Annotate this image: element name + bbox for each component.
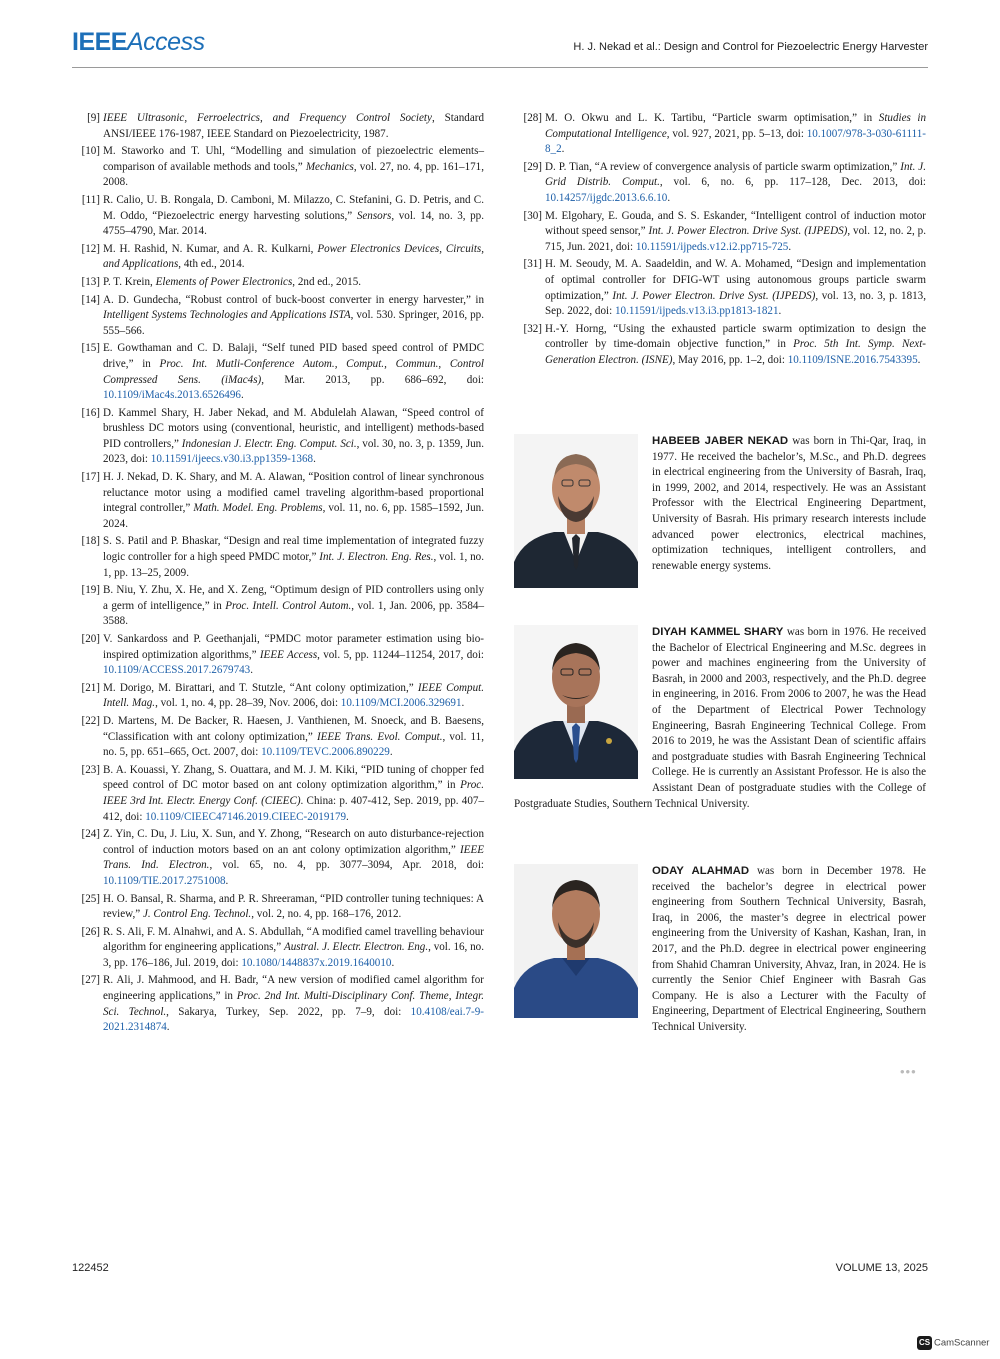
reference-entry xyxy=(72,144,484,191)
reference-entry xyxy=(72,763,484,825)
reference-text: A. D. Gundecha, “Robust control of buck-boost converter in energy harvester,” in xyxy=(103,293,484,306)
reference-venue: Intelligent Systems Technologies and Applications ISTA xyxy=(103,309,351,322)
reference-number: [12] xyxy=(81,242,100,255)
reference-text: H. O. Bansal, R. Sharma, and P. R. Shreeraman, “PID controller tuning techniques: A review,” xyxy=(103,892,484,921)
doi-link[interactable]: 10.1109/iMac4s.2013.6526496 xyxy=(103,389,241,402)
camscanner-watermark xyxy=(917,1336,989,1350)
author-photo-habeeb xyxy=(514,434,638,588)
reference-venue: Proc. IEEE 3rd Int. Electr. Energy Conf. (CIEEC) xyxy=(103,779,484,807)
reference-entry xyxy=(72,583,484,630)
reference-venue: Proc. Intell. Control Autom. xyxy=(225,599,352,612)
reference-number: [20] xyxy=(81,633,100,645)
reference-number: [22] xyxy=(81,714,100,727)
reference-text: . xyxy=(346,810,349,823)
reference-entry xyxy=(72,632,484,679)
reference-text: , 4th ed., 2014. xyxy=(178,258,245,271)
reference-entry xyxy=(72,293,484,340)
reference-text: E. Gowthaman and C. D. Balaji, “Self tuned PID based speed control of PMDC drive,” in xyxy=(103,342,484,370)
reference-number: [9] xyxy=(87,112,100,124)
doi-link[interactable]: 10.1080/1448837x.2019.1640010 xyxy=(241,956,392,969)
doi-link[interactable]: 10.1109/MCI.2006.329691 xyxy=(340,697,462,710)
reference-venue: Int. J. Electron. Eng. Res. xyxy=(319,551,434,564)
reference-text: D. P. Tian, “A review of convergence analysis of particle swarm optimization,” xyxy=(545,160,901,173)
reference-text: , vol. 13, no. 3, p. 1813, Sep. 2022, doi: xyxy=(545,289,926,318)
reference-number: [30] xyxy=(523,209,542,222)
author-bio-diyah: DIYAH KAMMEL SHARY was born in 1976. He received the Bachelor of Electrical Engineering and M.Sc. degrees in power and machines engineering from the University of Basrah, in 2000 and 2003, respectively, and the Ph.D. degree in engineering, in 2016. From 2006 to 2007, he was the Head of the Department of Electrical Power Technology Engineering, Basrah Engineering Technical College. From 2016 to 2019, he was the Assistant Dean of scientific affairs and postgraduate studies with Basrah Engineering Technical College. He is currently an Assistant Professor. He is also the Assistant Dean of postgraduate studies with the College of Postgraduate Studies, Southern Technical University. xyxy=(514,626,926,810)
reference-venue: IEEE Trans. Evol. Comput. xyxy=(316,730,443,743)
reference-text: . xyxy=(461,697,465,710)
reference-text: . xyxy=(225,874,229,887)
header-rule xyxy=(72,67,928,68)
running-title: H. J. Nekad et al.: Design and Control for Piezoelectric Energy Harvester xyxy=(573,41,928,53)
reference-text: . xyxy=(240,389,244,402)
reference-text: . xyxy=(391,956,395,969)
reference-entry xyxy=(72,470,484,532)
reference-number: [21] xyxy=(81,681,100,694)
reference-number: [32] xyxy=(523,322,542,335)
reference-venue: IEEE Comput. Intell. Mag. xyxy=(103,681,484,710)
reference-text: , May 2016, pp. 1–2, doi: xyxy=(672,353,788,366)
doi-link[interactable]: 10.14257/ijgdc.2013.6.6.10 xyxy=(545,191,668,204)
ieee-access-logo: IEEEAccess xyxy=(72,28,205,56)
reference-text: , vol. 11, no. 6, pp. 1585–1592, Jun. 2024. xyxy=(103,502,484,530)
reference-text: , Sakarya, Turkey, Sep. 2022, pp. 7–9, doi: xyxy=(166,1005,411,1018)
reference-venue: Austral. J. Electr. Electron. Eng. xyxy=(283,941,429,954)
reference-number: [18] xyxy=(81,535,100,548)
author-bio-habeeb: HABEEB JABER NEKAD was born in Thi-Qar, Iraq, in 1977. He received the bachelor’s, M.Sc., and Ph.D. degrees in electrical engineering from the University of Basrah, Iraq, in 1999, 2002, and 2014, respectively. He was an Assistant Professor with the Electrical Engineering Department, University of Basrah. His primary research interests include advanced power electronics, electrical machines, optimization techniques, intelligent controllers, and renewable energy systems. xyxy=(514,434,926,592)
reference-text: . xyxy=(166,1021,170,1034)
reference-entry xyxy=(72,242,484,273)
reference-entry xyxy=(72,534,484,581)
reference-entry xyxy=(514,322,926,369)
reference-number: [29] xyxy=(523,160,542,173)
reference-venue: Proc. 5th Int. Symp. Next-Generation Electron. (ISNE) xyxy=(545,338,926,366)
reference-venue: Indonesian J. Electr. Eng. Comput. Sci. xyxy=(181,437,357,450)
reference-entry xyxy=(72,406,484,468)
reference-number: [14] xyxy=(81,293,100,306)
reference-venue: IEEE Access xyxy=(259,648,318,661)
reference-text: , vol. 16, no. 3, pp. 176–186, Jul. 2019, doi: xyxy=(103,941,484,969)
doi-link[interactable]: 10.1109/ISNE.2016.7543395 xyxy=(787,353,918,366)
reference-venue: Mechanics xyxy=(305,160,354,173)
reference-text: R. Ali, J. Mahmood, and H. Badr, “A new version of modified camel algorithm for engineering applications,” in xyxy=(103,974,484,1003)
reference-text: , Mar. 2013, pp. 686–692, doi: xyxy=(261,373,484,386)
camscanner-icon: CS xyxy=(917,1336,932,1350)
references-left-column xyxy=(72,111,484,1036)
reference-entry xyxy=(514,209,926,256)
reference-entry xyxy=(72,193,484,240)
reference-text: . xyxy=(313,453,316,466)
volume-label: VOLUME 13, 2025 xyxy=(835,1262,928,1274)
doi-link[interactable]: 10.1109/TEVC.2006.890229 xyxy=(261,746,390,759)
reference-number: [19] xyxy=(81,584,100,597)
reference-venue: Power Electronics Devices, Circuits, and Applications xyxy=(103,242,485,271)
reference-entry xyxy=(72,892,484,923)
reference-venue: Int. J. Power Electron. Drive Syst. (IJPEDS) xyxy=(612,289,816,302)
reference-text: , vol. 5, pp. 11244–11254, 2017, doi: xyxy=(317,648,484,661)
reference-text: V. Sankardoss and P. Geethanjali, “PMDC motor parameter estimation using bio-inspired optimization algorithms,” xyxy=(103,633,484,661)
references-right-column xyxy=(514,111,926,369)
reference-text: , vol. 2, no. 4, pp. 168–176, 2012. xyxy=(251,908,402,921)
reference-venue: Int. J. Grid Distrib. Comput. xyxy=(545,160,926,189)
reference-venue: J. Control Eng. Technol. xyxy=(142,908,252,921)
reference-text: , vol. 11, no. 5, pp. 651–665, Oct. 2007, doi: xyxy=(103,730,484,759)
reference-entry xyxy=(72,341,484,403)
reference-entry xyxy=(72,714,484,761)
reference-text: M. Elgohary, E. Gouda, and S. S. Eskander, “Intelligent control of induction motor without speed sensor,” xyxy=(545,209,926,238)
reference-venue: Proc. Int. Mutli-Conference Autom., Comput., Commun., Control Compressed Sens. (iMac4s) xyxy=(103,357,484,386)
doi-link[interactable]: 10.1007/978-3-030-61111-8_2 xyxy=(545,127,926,156)
reference-entry xyxy=(72,681,484,712)
doi-link[interactable]: 10.4108/eai.7-9-2021.2314874 xyxy=(103,1005,484,1034)
reference-text: . xyxy=(778,305,782,318)
reference-text: H. J. Nekad, D. K. Shary, and M. A. Alawan, “Position control of linear synchronous reluctance motor using a modified camel traveling algorithm-based proportional integral controller,” xyxy=(103,471,484,515)
reference-number: [16] xyxy=(81,406,100,419)
reference-text: D. Kammel Shary, H. Jaber Nekad, and M. Abdulelah Alawan, “Speed control of brushless DC motors using (conventional, heuristic, and intelligent) methods-based PID controllers,” xyxy=(103,406,484,450)
reference-text: M. H. Rashid, N. Kumar, and A. R. Kulkarni, xyxy=(103,242,318,255)
reference-text: B. Niu, Y. Zhu, X. He, and X. Zeng, “Optimum design of PID controllers using only a germ of intelligence,” in xyxy=(103,584,484,612)
reference-venue: IEEE Trans. Ind. Electron. xyxy=(103,843,484,872)
reference-number: [25] xyxy=(81,892,100,905)
reference-text: . xyxy=(561,143,565,156)
reference-text: R. S. Ali, F. M. Alnahwi, and A. S. Abdullah, “A modified camel travelling behaviour algorithm for engineering applications,” xyxy=(103,925,484,954)
reference-text: , vol. 927, 2021, pp. 5–13, doi: xyxy=(666,127,807,140)
reference-text: , vol. 12, no. 2, p. 715, Jun. 2021, doi: xyxy=(545,225,926,253)
reference-number: [17] xyxy=(81,471,100,484)
more-options-icon[interactable]: ••• xyxy=(900,1064,917,1079)
reference-text: . xyxy=(667,191,671,204)
reference-text: . xyxy=(250,664,253,677)
reference-text: M. Staworko and T. Uhl, “Modelling and simulation of piezoelectric elements–comparison of available methods and tools,” xyxy=(103,145,484,173)
reference-text: , 2nd ed., 2015. xyxy=(292,275,362,288)
reference-text: , vol. 27, no. 4, pp. 161–171, 2008. xyxy=(103,160,485,189)
author-photo-oday xyxy=(514,864,638,1018)
page-number: 122452 xyxy=(72,1262,109,1274)
reference-text: , vol. 65, no. 4, pp. 3077–3094, Apr. 2018, doi: xyxy=(209,859,484,872)
reference-text: M. O. Okwu and L. K. Tartibu, “Particle swarm optimisation,” in xyxy=(545,112,879,124)
reference-entry xyxy=(72,111,484,142)
reference-text: . China: p. 407-412, Sep. 2019, pp. 407–412, doi: xyxy=(103,794,484,823)
reference-text: P. T. Krein, xyxy=(103,275,156,288)
reference-entry xyxy=(72,973,484,1035)
author-bio-oday: ODAY ALAHMAD was born in December 1978. He received the bachelor’s degree in electrical power engineering from Southern Technical University, Basrah, Iraq, in 2006, the master’s degree in electrical power engineering from the University of Kashan, Kashan, Iran, in 2017, and the Ph.D. degree in electrical power engineering from Shahid Chamran University, Ahvaz, Iran, in 2024. He is currently the Senior Chief Engineer with Basrah Gas Company. He is also a Lecturer with the Faculty of Engineering, Department of Electrical Engineering, Southern Technical University. xyxy=(514,864,926,1036)
doi-link[interactable]: 10.11591/ijpeds.v12.i2.pp715-725 xyxy=(635,240,789,253)
camscanner-label: CamScanner xyxy=(934,1337,990,1349)
reference-text: , vol. 530. Springer, 2016, pp. 555–566. xyxy=(103,309,484,337)
reference-number: [31] xyxy=(523,258,542,271)
reference-text: Z. Yin, C. Du, J. Liu, X. Sun, and Y. Zhong, “Research on auto disturbance-rejection control of induction motors based on an ant colony optimization algorithm,” xyxy=(103,828,484,856)
reference-text: M. Dorigo, M. Birattari, and T. Stutzle, “Ant colony optimization,” xyxy=(103,681,418,694)
reference-text: H.-Y. Horng, “Using the exhausted particle swarm optimization to design the controller by time-domain objective function,” in xyxy=(545,322,926,351)
reference-text: , vol. 6, no. 6, pp. 117–128, Dec. 2013, doi: xyxy=(659,176,926,189)
reference-number: [10] xyxy=(81,145,100,158)
page-header xyxy=(72,28,928,60)
reference-entry xyxy=(72,925,484,972)
reference-text: R. Calio, U. B. Rongala, D. Camboni, M. Milazzo, C. Stefanini, G. D. Petris, and C. M. Oddo, “Piezoelectric energy harvesting solutions,” xyxy=(103,193,484,222)
reference-text: H. M. Seoudy, M. A. Saadeldin, and W. A. Mohamed, “Design and implementation of optimal controller for DFIG-WT using autonomous groups particle swarm optimization,” xyxy=(545,258,926,302)
reference-text: D. Martens, M. De Backer, R. Haesen, J. Vanthienen, M. Snoeck, and B. Baesens, “Classification with ant colony optimization,” xyxy=(103,714,484,743)
reference-text: , vol. 1, no. 1, pp. 13–25, 2009. xyxy=(103,551,484,579)
reference-number: [28] xyxy=(523,112,542,124)
reference-venue: Proc. 2nd Int. Multi-Disciplinary Conf. Theme, Integr. Sci. Technol. xyxy=(103,990,484,1018)
reference-entry xyxy=(72,275,484,291)
reference-venue: Math. Model. Eng. Problems xyxy=(193,502,323,515)
reference-text: . xyxy=(788,240,792,253)
author-photo-diyah xyxy=(514,625,638,779)
reference-text: , vol. 30, no. 3, p. 1359, Jun. 2023, doi: xyxy=(103,437,485,466)
reference-number: [27] xyxy=(81,974,100,987)
reference-venue: Elements of Power Electronics xyxy=(155,275,293,288)
doi-link[interactable]: 10.11591/ijeecs.v30.i3.pp1359-1368 xyxy=(150,453,314,466)
reference-venue: Sensors xyxy=(356,209,392,222)
reference-text: , Standard ANSI/IEEE 176-1987, IEEE Standard on Piezoelectricity, 1987. xyxy=(103,112,485,140)
reference-number: [11] xyxy=(81,193,100,206)
doi-link[interactable]: 10.1109/CIEEC47146.2019.CIEEC-2019179 xyxy=(145,810,347,823)
reference-text: B. A. Kouassi, Y. Zhang, S. Ouattara, and M. J. M. Kiki, “PID tuning of chopper fed speed control of DC motor based on ant colony optimization algorithm,” in xyxy=(103,763,484,792)
reference-text: , vol. 14, no. 3, pp. 4755–4790, Mar. 2014. xyxy=(103,209,484,238)
reference-number: [23] xyxy=(81,763,100,776)
doi-link[interactable]: 10.11591/ijpeds.v13.i3.pp1813-1821 xyxy=(614,305,779,318)
doi-link[interactable]: 10.1109/TIE.2017.2751008 xyxy=(103,874,226,887)
reference-number: [15] xyxy=(81,342,100,355)
reference-entry xyxy=(514,160,926,207)
reference-venue: Studies in Computational Intelligence xyxy=(545,112,927,140)
doi-link[interactable]: 10.1109/ACCESS.2017.2679743 xyxy=(103,664,251,677)
reference-text: . xyxy=(917,353,921,366)
reference-text: , vol. 1, Jan. 2006, pp. 3584–3588. xyxy=(103,599,484,628)
reference-entry xyxy=(72,827,484,889)
reference-text: . xyxy=(389,746,393,759)
reference-text: , vol. 1, no. 4, pp. 28–39, Nov. 2006, doi: xyxy=(155,697,341,710)
reference-number: [13] xyxy=(81,275,100,288)
reference-number: [26] xyxy=(81,925,100,938)
reference-entry xyxy=(514,257,926,319)
reference-number: [24] xyxy=(81,828,100,841)
reference-text: S. S. Patil and P. Bhaskar, “Design and real time implementation of integrated fuzzy logic controller for a high speed PMDC motor,” xyxy=(103,535,484,564)
reference-venue: Int. J. Power Electron. Drive Syst. (IJPEDS) xyxy=(648,225,848,238)
reference-venue: IEEE Ultrasonic, Ferroelectrics, and Frequency Control Society xyxy=(103,112,432,124)
reference-entry xyxy=(514,111,926,158)
